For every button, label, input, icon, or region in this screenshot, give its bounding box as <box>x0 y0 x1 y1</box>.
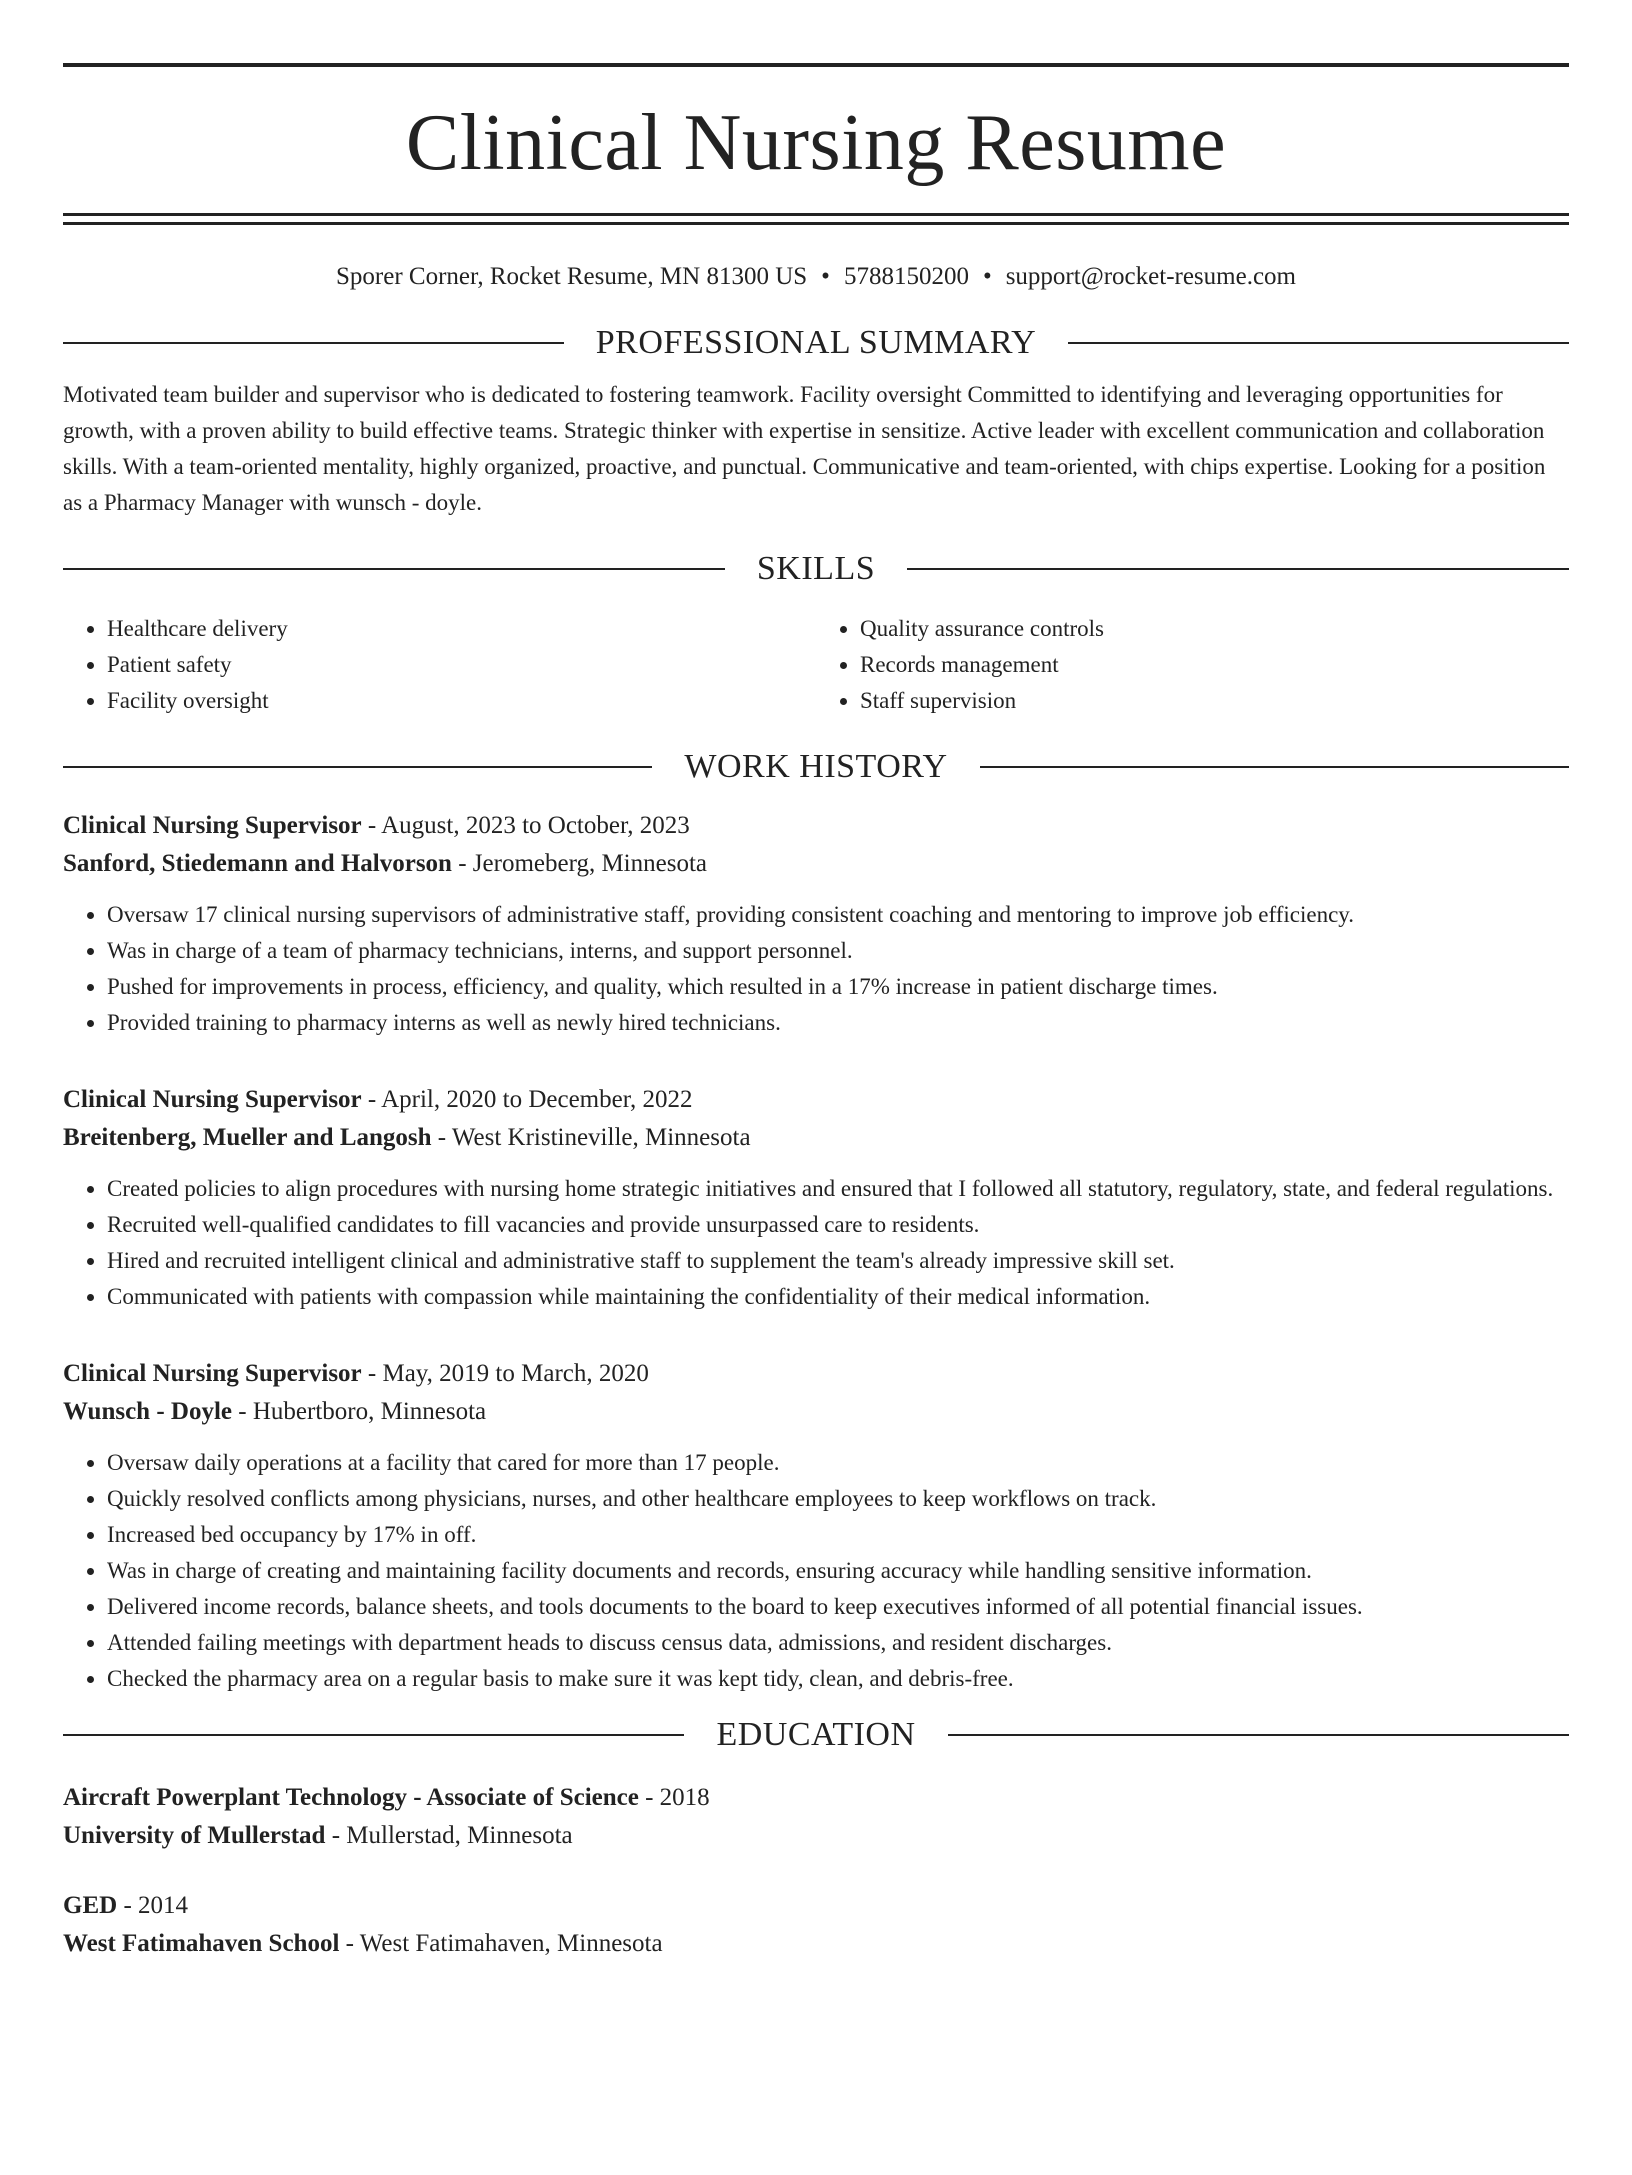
contact-address: Sporer Corner, Rocket Resume, MN 81300 US <box>336 263 808 290</box>
heading-rule-right <box>1068 342 1569 344</box>
work-heading-label: WORK HISTORY <box>684 748 948 785</box>
heading-rule-left <box>63 342 564 344</box>
contact-separator: • <box>821 263 830 290</box>
job-title: Clinical Nursing Supervisor <box>63 1360 362 1387</box>
work-heading <box>63 747 1569 787</box>
education-year: - 2014 <box>117 1892 189 1919</box>
heading-rule-left <box>63 568 725 570</box>
summary-heading-label: PROFESSIONAL SUMMARY <box>595 324 1037 361</box>
summary-heading <box>63 323 1569 363</box>
skill-item: • Facility oversight <box>107 683 816 719</box>
resume-title: Clinical Nursing Resume <box>405 99 1227 187</box>
job-title-line <box>63 1355 1569 1393</box>
job-bullet: • Was in charge of a team of pharmacy technicians, interns, and support personnel. <box>107 933 1569 969</box>
skills-list <box>63 611 1569 719</box>
job-bullet: • Attended failing meetings with department heads to discuss census data, admissions, and resident discharges. <box>107 1625 1569 1661</box>
education-heading <box>63 1715 1569 1755</box>
skill-item: • Quality assurance controls <box>860 611 1569 647</box>
job-bullet: • Hired and recruited intelligent clinical and administrative staff to supplement the team's already impressive skill set. <box>107 1243 1569 1279</box>
education-entry <box>63 1887 1569 1963</box>
title-double-rule <box>63 213 1569 225</box>
education-degree: GED <box>63 1892 118 1919</box>
heading-rule-left <box>63 766 652 768</box>
skills-heading-label: SKILLS <box>756 550 876 587</box>
education-heading-label: EDUCATION <box>716 1716 916 1753</box>
job-company: Wunsch - Doyle <box>63 1398 233 1425</box>
job-bullets <box>63 1171 1569 1315</box>
job-dates: - August, 2023 to October, 2023 <box>361 812 690 839</box>
job-dates: - May, 2019 to March, 2020 <box>361 1360 649 1387</box>
skill-item: • Staff supervision <box>860 683 1569 719</box>
resume-page <box>0 63 1632 2175</box>
job-location: - Jeromeberg, Minnesota <box>451 850 707 877</box>
skills-column-right <box>816 611 1569 719</box>
job-entry <box>63 1355 1569 1697</box>
job-bullet: • Oversaw 17 clinical nursing supervisors of administrative staff, providing consistent coaching and mentoring to improve job efficiency. <box>107 897 1569 933</box>
job-bullet: • Checked the pharmacy area on a regular basis to make sure it was kept tidy, clean, and debris-free. <box>107 1661 1569 1697</box>
skills-heading <box>63 549 1569 589</box>
job-bullet: • Pushed for improvements in process, efficiency, and quality, which resulted in a 17% increase in patient discharge times. <box>107 969 1569 1005</box>
job-location: - Hubertboro, Minnesota <box>232 1398 487 1425</box>
contact-phone: 5788150200 <box>843 263 969 290</box>
heading-rule-left <box>63 1734 684 1736</box>
job-title: Clinical Nursing Supervisor <box>63 1086 362 1113</box>
job-bullet: • Provided training to pharmacy interns as well as newly hired technicians. <box>107 1005 1569 1041</box>
job-bullet: • Delivered income records, balance sheets, and tools documents to the board to keep executives informed of all potential financial issues. <box>107 1589 1569 1625</box>
job-bullet: • Communicated with patients with compassion while maintaining the confidentiality of their medical information. <box>107 1279 1569 1315</box>
education-location: - West Fatimahaven, Minnesota <box>339 1930 663 1957</box>
job-bullet: • Quickly resolved conflicts among physicians, nurses, and other healthcare employees to keep workflows on track. <box>107 1481 1569 1517</box>
education-location: - Mullerstad, Minnesota <box>325 1822 573 1849</box>
education-degree-line <box>63 1779 1569 1817</box>
job-bullets <box>63 897 1569 1041</box>
job-company-line <box>63 845 1569 883</box>
heading-rule-right <box>980 766 1569 768</box>
job-company-line <box>63 1393 1569 1431</box>
skills-column-left <box>63 611 816 719</box>
job-bullet: • Was in charge of creating and maintaining facility documents and records, ensuring accuracy while handling sensitive information. <box>107 1553 1569 1589</box>
job-location: - West Kristineville, Minnesota <box>431 1124 751 1151</box>
skill-item: • Records management <box>860 647 1569 683</box>
job-dates: - April, 2020 to December, 2022 <box>361 1086 693 1113</box>
job-company: Sanford, Stiedemann and Halvorson <box>63 850 452 877</box>
job-bullets <box>63 1445 1569 1697</box>
job-title-line <box>63 807 1569 845</box>
education-school: West Fatimahaven School <box>63 1930 340 1957</box>
job-title-line <box>63 1081 1569 1119</box>
education-school-line <box>63 1925 1569 1963</box>
education-school-line <box>63 1817 1569 1855</box>
job-entry <box>63 807 1569 1041</box>
heading-rule-right <box>907 568 1569 570</box>
education-degree-line <box>63 1887 1569 1925</box>
education-school: University of Mullerstad <box>63 1822 326 1849</box>
skill-item: • Healthcare delivery <box>107 611 816 647</box>
job-company-line <box>63 1119 1569 1157</box>
contact-separator: • <box>982 263 992 290</box>
job-bullet: • Increased bed occupancy by 17% in off. <box>107 1517 1569 1553</box>
skill-item: • Patient safety <box>107 647 816 683</box>
job-bullet: • Created policies to align procedures with nursing home strategic initiatives and ensured that I followed all statutory, regulatory, state, and federal regulations. <box>107 1171 1569 1207</box>
job-bullet: • Recruited well-qualified candidates to fill vacancies and provide unsurpassed care to residents. <box>107 1207 1569 1243</box>
contact-email: support@rocket-resume.com <box>1005 263 1296 290</box>
summary-text: Motivated team builder and supervisor who is dedicated to fostering teamwork. Facility oversight Committed to identifying and leveraging opportunities for growth, with a proven ability to build effective teams. Strategic thinker with expertise in sensitize. Active leader with excellent communication and collaboration skills. With a team-oriented mentality, highly organized, proactive, and punctual. Communicative and team-oriented, with chips expertise. Looking for a position as a Pharmacy Manager with wunsch - doyle. <box>63 382 1546 515</box>
heading-rule-right <box>948 1734 1569 1736</box>
job-company: Breitenberg, Mueller and Langosh <box>63 1124 432 1151</box>
education-degree: Aircraft Powerplant Technology - Associate of Science <box>63 1784 639 1811</box>
top-rule <box>63 63 1569 67</box>
job-title: Clinical Nursing Supervisor <box>63 812 362 839</box>
education-year: - 2018 <box>638 1784 710 1811</box>
job-bullet: • Oversaw daily operations at a facility that cared for more than 17 people. <box>107 1445 1569 1481</box>
job-entry <box>63 1081 1569 1315</box>
contact-line <box>63 261 1569 293</box>
education-entry <box>63 1779 1569 1855</box>
